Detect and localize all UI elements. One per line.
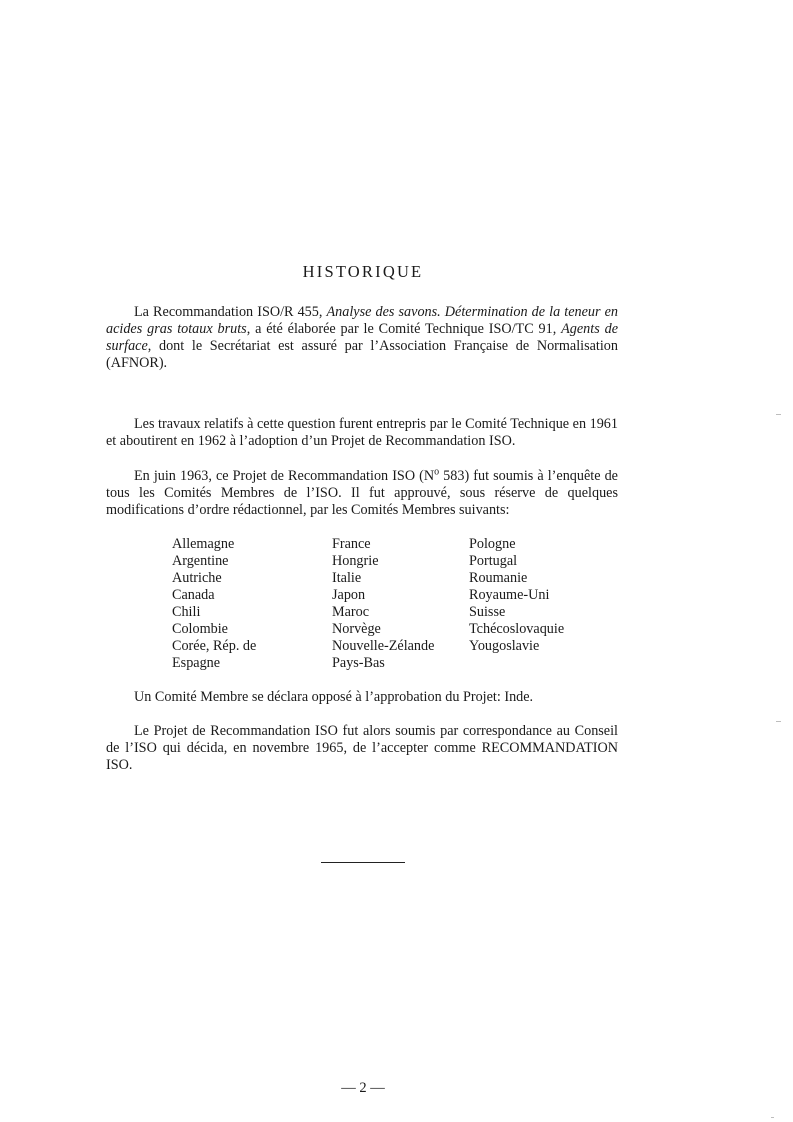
- countries-column-1: [172, 536, 256, 672]
- countries-column-3: [469, 536, 564, 655]
- country-item: Nouvelle-Zélande: [332, 638, 435, 654]
- recommendation-title: Analyse des savons. Détermination de la teneur en acides gras totaux bruts: [106, 304, 618, 337]
- paragraph-acceptance: Le Projet de Recommandation ISO fut alors soumis par correspondance au Conseil de l’ISO qui décida, en novembre 1965, de l’accepter comme RECOMMANDATION ISO.: [106, 723, 618, 773]
- country-item: Hongrie: [332, 553, 379, 569]
- country-item: Autriche: [172, 570, 222, 586]
- paragraph-origin-text-2: , a été élaborée par le Comité Technique ISO/TC 91,: [246, 321, 562, 337]
- paragraph-origin: [106, 304, 618, 372]
- paragraph-work-history: Les travaux relatifs à cette question furent entrepris par le Comité Technique en 1961 et aboutirent en 1962 à l’adoption d’un Projet de Recommandation ISO.: [106, 416, 618, 449]
- section-divider: [321, 862, 405, 863]
- country-item: Norvège: [332, 621, 381, 637]
- country-item: Tchécoslovaquie: [469, 621, 565, 637]
- committee-name: Agents de surface: [106, 321, 618, 354]
- country-item: Canada: [172, 587, 215, 603]
- page-title: HISTORIQUE: [302, 262, 424, 281]
- country-item: Roumanie: [469, 570, 528, 586]
- paragraph-enquiry-text-1: En juin 1963, ce Projet de Recommandation ISO (N: [134, 468, 435, 484]
- page-number: — 2 —: [341, 1080, 385, 1096]
- member-countries-list: [172, 536, 612, 676]
- country-item: Portugal: [469, 553, 518, 569]
- scan-mark: [776, 721, 781, 722]
- country-item: Chili: [172, 604, 201, 620]
- paragraph-opposition: Un Comité Membre se déclara opposé à l’approbation du Projet: Inde.: [134, 689, 534, 705]
- paragraph-enquiry: [106, 468, 618, 519]
- country-item: Pays-Bas: [332, 655, 385, 671]
- country-item: Japon: [332, 587, 366, 603]
- paragraph-origin-text-3: , dont le Secrétariat est assuré par l’Association Française de Normalisation (AFNOR).: [106, 338, 618, 371]
- country-item: Allemagne: [172, 536, 235, 552]
- country-item: Yougoslavie: [469, 638, 540, 654]
- paragraph-enquiry-text-2: 583) fut soumis à l’enquête de tous les Comités Membres de l’ISO. Il fut approuvé, sous réserve de quelques modifications d’ordre rédactionnel, par les Comités Membres suivants:: [106, 468, 618, 518]
- country-item: Colombie: [172, 621, 228, 637]
- countries-column-2: [332, 536, 434, 672]
- country-item: Royaume-Uni: [469, 587, 550, 603]
- country-item: Pologne: [469, 536, 516, 552]
- country-item: Italie: [332, 570, 362, 586]
- country-item: Espagne: [172, 655, 221, 671]
- country-item: Argentine: [172, 553, 229, 569]
- scan-mark: [771, 1117, 774, 1118]
- country-item: Corée, Rép. de: [172, 638, 257, 654]
- scan-mark: [776, 414, 781, 415]
- paragraph-origin-text-1: La Recommandation ISO/R 455,: [134, 304, 327, 320]
- country-item: France: [332, 536, 371, 552]
- country-item: Suisse: [469, 604, 506, 620]
- number-superscript: o: [434, 466, 440, 478]
- country-item: Maroc: [332, 604, 370, 620]
